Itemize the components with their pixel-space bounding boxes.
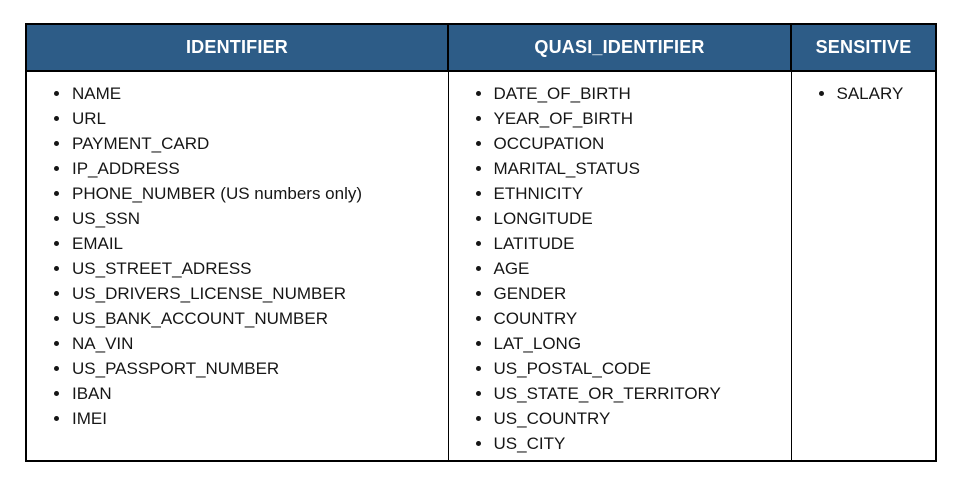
cell-sensitive-list: [791, 71, 936, 461]
list-item: • LATITUDE: [493, 231, 785, 256]
list-item: • US_CITY: [493, 431, 785, 456]
cell-identifier-list: [26, 71, 448, 461]
list-item: • NA_VIN: [71, 331, 442, 356]
list-item: • PAYMENT_CARD: [71, 131, 442, 156]
list-item: • DATE_OF_BIRTH: [493, 81, 785, 106]
list-item: • URL: [71, 106, 442, 131]
list-item: • SALARY: [836, 81, 930, 106]
sensitive-list: [792, 81, 930, 106]
list-item: • LAT_LONG: [493, 331, 785, 356]
column-header-identifier: IDENTIFIER: [26, 24, 448, 71]
list-item: • COUNTRY: [493, 306, 785, 331]
identifier-list: [27, 81, 442, 431]
list-item: • ETHNICITY: [493, 181, 785, 206]
list-item: • OCCUPATION: [493, 131, 785, 156]
list-item: • US_BANK_ACCOUNT_NUMBER: [71, 306, 442, 331]
list-item: • MARITAL_STATUS: [493, 156, 785, 181]
list-item: • IP_ADDRESS: [71, 156, 442, 181]
list-item: • US_COUNTRY: [493, 406, 785, 431]
list-item: • US_SSN: [71, 206, 442, 231]
list-item: • IMEI: [71, 406, 442, 431]
column-header-quasi-identifier: QUASI_IDENTIFIER: [448, 24, 791, 71]
list-item: • US_PASSPORT_NUMBER: [71, 356, 442, 381]
table-body: [26, 71, 936, 461]
list-item: • IBAN: [71, 381, 442, 406]
pii-categories-table: [25, 23, 937, 462]
list-item: • LONGITUDE: [493, 206, 785, 231]
list-item: • NAME: [71, 81, 442, 106]
list-item: • US_STREET_ADRESS: [71, 256, 442, 281]
table-header-row: [26, 24, 936, 71]
list-item: • GENDER: [493, 281, 785, 306]
list-item: • PHONE_NUMBER (US numbers only): [71, 181, 442, 206]
list-item: • AGE: [493, 256, 785, 281]
list-item: • YEAR_OF_BIRTH: [493, 106, 785, 131]
column-header-sensitive: SENSITIVE: [791, 24, 936, 71]
quasi-identifier-list: [449, 81, 785, 456]
cell-quasi-identifier-list: [448, 71, 791, 461]
list-item: • US_STATE_OR_TERRITORY: [493, 381, 785, 406]
list-item: • US_DRIVERS_LICENSE_NUMBER: [71, 281, 442, 306]
list-item: • US_POSTAL_CODE: [493, 356, 785, 381]
list-item: • EMAIL: [71, 231, 442, 256]
